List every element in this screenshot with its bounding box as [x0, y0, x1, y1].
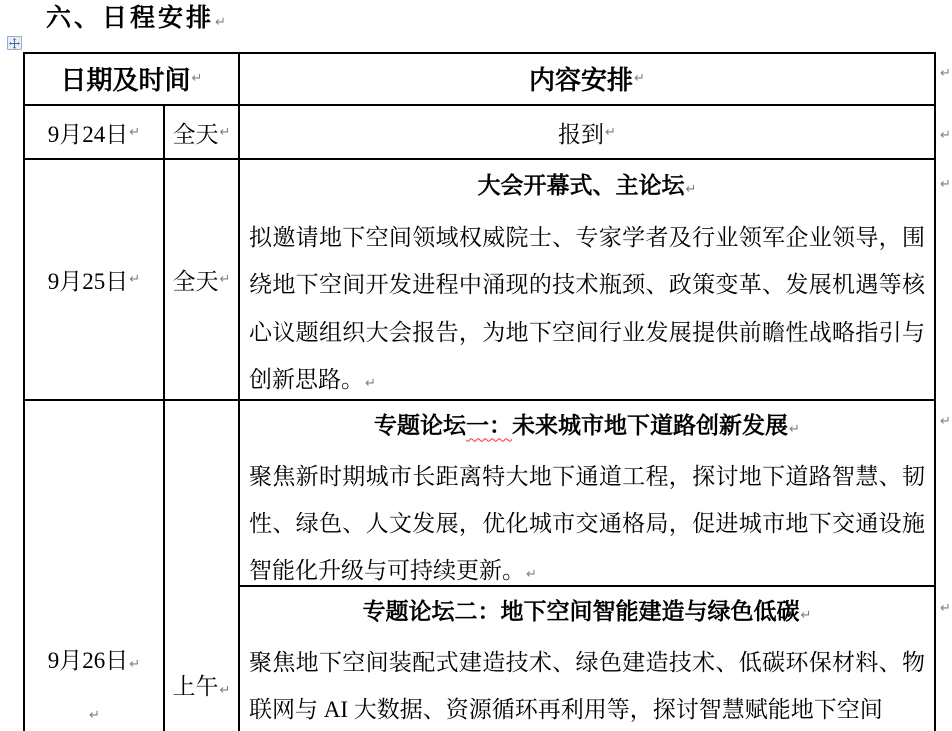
day3-time-line	[173, 663, 231, 714]
paragraph-mark: ↵	[605, 124, 616, 140]
forum1-heading[interactable]	[249, 402, 925, 453]
day2-date-text: 9月25日	[47, 269, 129, 295]
paragraph-mark: ↵	[219, 272, 231, 288]
paragraph-mark: ↵	[215, 15, 226, 30]
paragraph-mark: ↵	[191, 71, 203, 87]
day3-time-text: 上午	[172, 674, 219, 700]
forum1-cell[interactable]	[240, 401, 934, 587]
forum2-heading[interactable]	[249, 588, 925, 639]
day1-time-cell[interactable]	[165, 106, 240, 161]
section-title-text: 六、日程安排	[46, 4, 215, 32]
forum1-heading-pre: 专题论坛	[374, 413, 467, 439]
paragraph-mark: ↵	[129, 272, 141, 288]
day3-date-text: 9月26日	[47, 648, 129, 674]
row-end-mark: ↵	[940, 66, 951, 81]
header-cell-content[interactable]	[240, 54, 936, 106]
paragraph-mark: ↵	[526, 567, 537, 583]
day1-date-cell[interactable]	[25, 106, 165, 161]
day2-date-cell[interactable]	[25, 160, 165, 401]
day1-date-text: 9月24日	[47, 121, 129, 147]
paragraph-mark: ↵	[219, 124, 231, 140]
move-arrows-icon	[9, 38, 20, 49]
day2-heading[interactable]	[249, 162, 925, 214]
paragraph-mark: ↵	[365, 376, 376, 392]
day2-content-cell[interactable]	[240, 160, 936, 401]
schedule-table	[23, 52, 936, 731]
section-title[interactable]	[46, 2, 226, 39]
paragraph-mark: ↵	[789, 422, 800, 438]
row-end-mark: ↵	[940, 177, 951, 192]
day3-date-line	[48, 637, 140, 688]
row-end-mark: ↵	[940, 414, 951, 429]
day1-content-cell[interactable]	[240, 106, 936, 161]
day3-time-cell[interactable]	[165, 401, 240, 731]
forum2-heading-text: 专题论坛二：地下空间智能建造与绿色低碳	[362, 599, 800, 625]
paragraph-mark: ↵	[634, 71, 645, 87]
forum2-body-paragraph[interactable]	[249, 639, 925, 731]
paragraph-mark: ↵	[89, 708, 100, 724]
paragraph-mark: ↵	[129, 124, 141, 140]
forum1-heading-spellcheck: 一：	[466, 413, 513, 439]
day2-time-cell[interactable]	[165, 160, 240, 401]
day2-time-text: 全天	[172, 269, 219, 295]
forum1-body-text: 聚焦新时期城市长距离特大地下通道工程，探讨地下道路智慧、韧性、绿色、人文发展，优化城市交通格局，促进城市地下交通设施智能化升级与可持续更新。	[249, 464, 925, 584]
paragraph-mark: ↵	[129, 657, 141, 673]
forum2-cell[interactable]	[240, 587, 934, 731]
header-content-text: 内容安排	[529, 66, 634, 96]
paragraph-mark: ↵	[685, 182, 697, 198]
day2-body-text: 拟邀请地下空间领域权威院士、专家学者及行业领军企业领导，围绕地下空间开发进程中涌现的技术瓶颈、政策变革、发展机遇等核心议题组织大会报告，为地下空间行业发展提供前瞻性战略指引与创新思路。	[249, 224, 925, 393]
day3-date-cell[interactable]	[25, 401, 165, 731]
day3-empty-paragraph	[88, 688, 100, 731]
forum1-body-paragraph[interactable]	[249, 453, 925, 598]
paragraph-mark: ↵	[219, 683, 231, 699]
forum1-heading-post: 未来城市地下道路创新发展	[512, 413, 789, 439]
table-row-day2	[25, 160, 936, 401]
forum2-body-text: 聚焦地下空间装配式建造技术、绿色建造技术、低碳环保材料、物联网与 AI 大数据、资源循环再利用等，探讨智慧赋能地下空间	[249, 650, 925, 723]
header-cell-datetime[interactable]	[25, 54, 240, 106]
row-end-mark: ↵	[940, 601, 951, 616]
header-datetime-text: 日期及时间	[60, 66, 191, 96]
table-row-day1	[25, 106, 936, 161]
table-header-row	[25, 54, 936, 106]
day3-content-cell	[240, 401, 936, 731]
paragraph-mark: ↵	[800, 608, 812, 624]
table-move-handle[interactable]	[7, 36, 22, 50]
day1-time-text: 全天	[172, 121, 219, 147]
row-end-mark: ↵	[940, 128, 951, 143]
day1-content-text: 报到	[558, 121, 605, 147]
day2-body-paragraph[interactable]	[249, 214, 925, 402]
table-row-day3	[25, 401, 936, 731]
day2-heading-text: 大会开幕式、主论坛	[477, 173, 685, 199]
